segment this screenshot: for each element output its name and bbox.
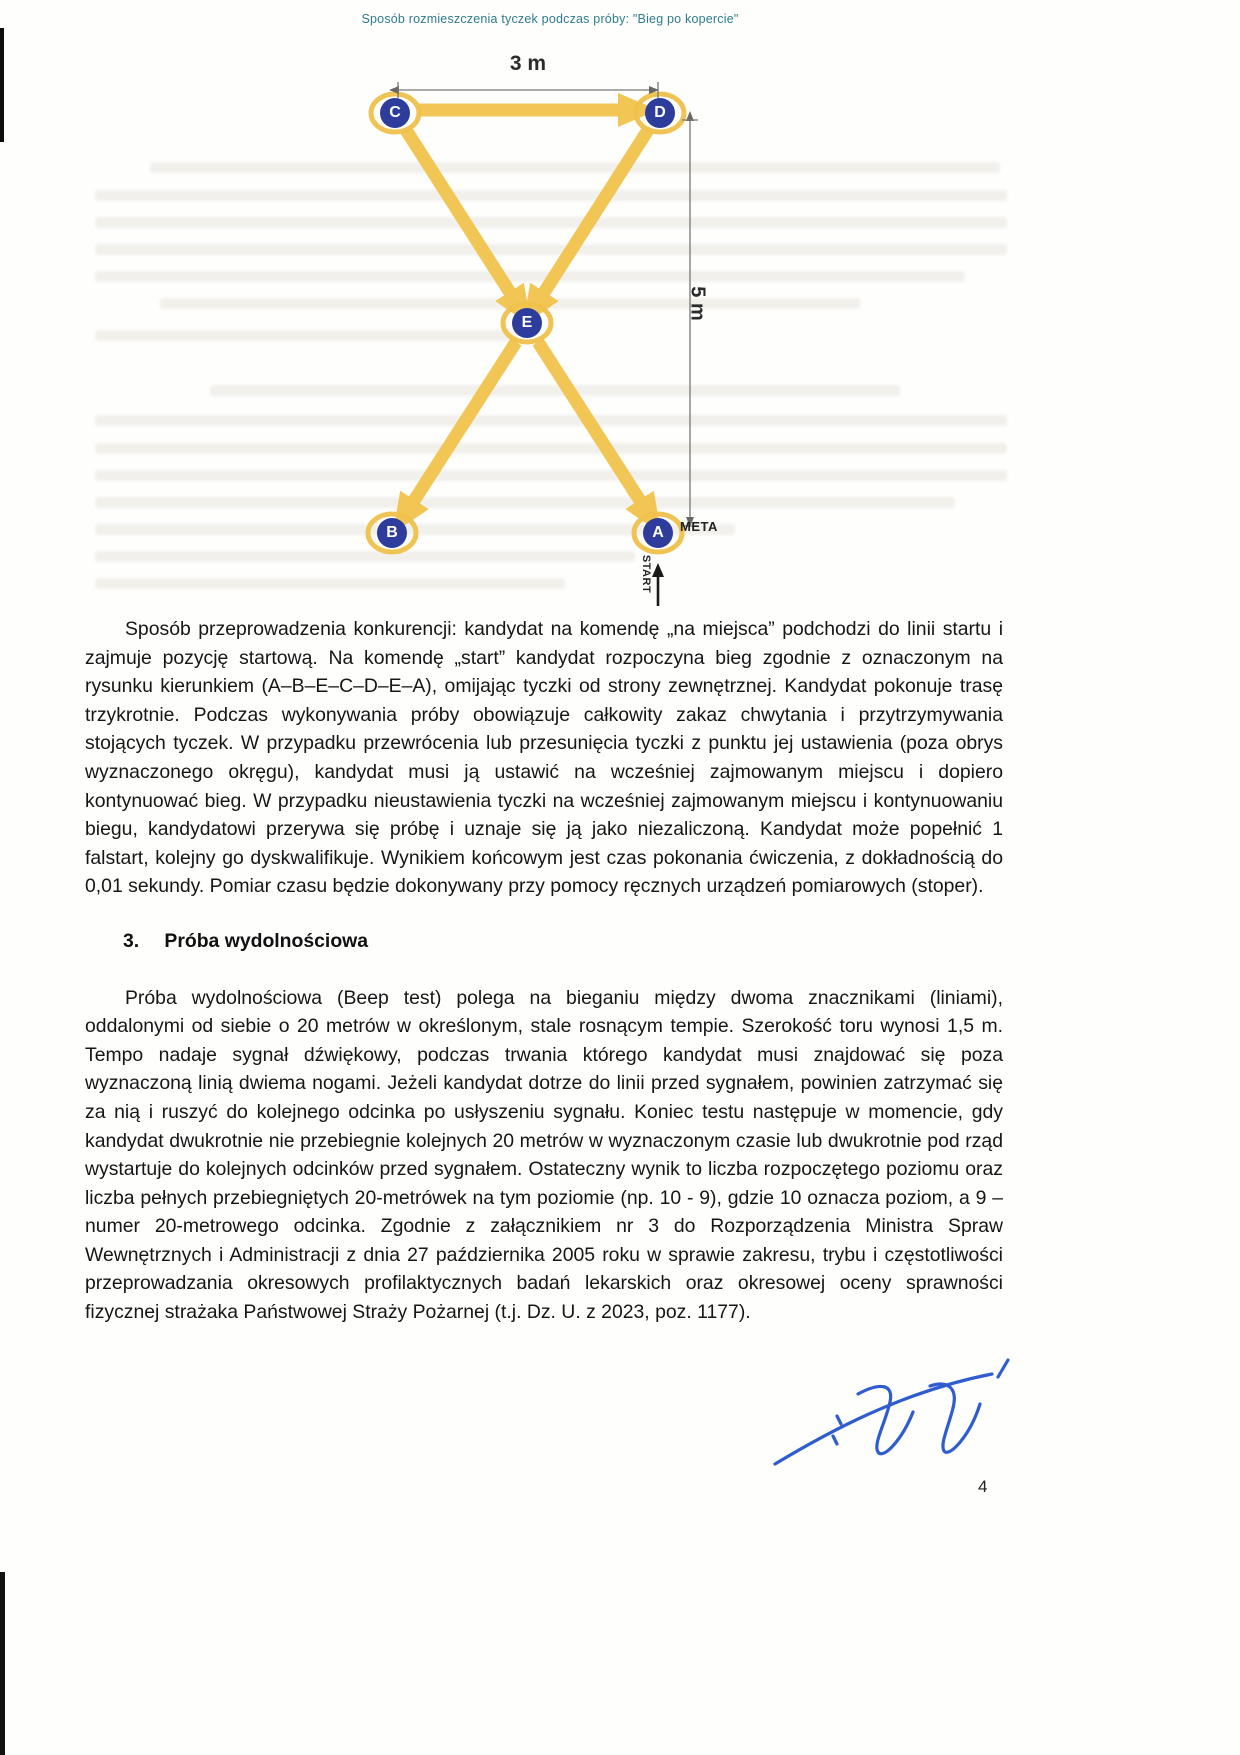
diagram-caption: Sposób rozmieszczenia tyczek podczas próby: "Bieg po kopercie" (361, 12, 739, 26)
section-heading (85, 927, 1003, 956)
start-label: START (640, 554, 652, 594)
pole-marker-a: A (643, 518, 673, 548)
paragraph-beep-test: Próba wydolnościowa (Beep test) polega na bieganiu między dwoma znacznikami (liniami), oddalonymi od siebie o 20 metrów w określonym, stale rosnącym tempie. Szerokość toru wynosi 1,5 m. Tempo nadaje sygnał dźwiękowy, podczas trwania którego kandydat musi znajdować się poza wyznaczoną linią dwiema nogami. Jeżeli kandydat dotrze do linii przed sygnałem, powinien zatrzymać się za nią i ruszyć do kolejnego odcinka po usłyszeniu sygnału. Koniec testu następuje w momencie, gdy kandydat dwukrotnie nie przebiegnie kolejnych 20 metrów w wyznaczonym czasie lub dwukrotnie pod rząd wystartuje do kolejnych odcinków przed sygnałem. Ostateczny wynik to liczba rozpoczętego poziomu oraz liczba pełnych przebiegniętych 20-metrówek na tym poziomie (np. 10 - 9), gdzie 10 oznacza poziom, a 9 – numer 20-metrowego odcinka. Zgodnie z załącznikiem nr 3 do Rozporządzenia Ministra Spraw Wewnętrznych i Administracji z dnia 27 października 2005 roku w sprawie zakresu, trybu i częstotliwości przeprowadzania okresowych profilaktycznych badań lekarskich oraz okresowej oceny sprawności fizycznej strażaka Państwowej Straży Pożarnej (t.j. Dz. U. z 2023, poz. 1177). (85, 986, 1003, 1324)
section-title: Próba wydolnościowa (164, 929, 369, 952)
course-diagram (330, 40, 790, 620)
paragraph-competition-rules: Sposób przeprowadzenia konkurencji: kandydat na komendę „na miejsca” podchodzi do linii startu i zajmuje pozycję startową. Na komendę „start” kandydat rozpoczyna bieg zgodnie z oznaczonym na rysunku kierunkiem (A–B–E–C–D–E–A), omijając tyczki od strony zewnętrznej. Kandydat pokonuje trasę trzykrotnie. Podczas wykonywania próby obowiązuje całkowity zakaz chwytania i przytrzymywania stojących tyczek. W przypadku przewrócenia lub przesunięcia tyczki z punktu jej ustawienia (poza obrys wyznaczonego okręgu), kandydat musi ją ustawić na wcześniej zajmowanym miejscu i dopiero kontynuować bieg. W przypadku nieustawienia tyczki na wcześniej zajmowanym miejscu i kontynuowaniu biegu, kandydatowi przerywa się próbę i uznaje się ją jako niezaliczoną. Kandydat może popełnić 1 falstart, kolejny go dyskwalifikuje. Wynikiem końcowym jest czas pokonania ćwiczenia, z dokładnością do 0,01 sekundy. Pomiar czasu będzie dokonywany przy pomocy ręcznych urządzeń pomiarowych (stoper). (85, 618, 1003, 898)
pole-marker-b: B (377, 518, 407, 548)
section-number: 3. (123, 929, 140, 952)
meta-label: META (680, 519, 718, 534)
scan-edge-artifact-top (0, 28, 4, 142)
width-dimension-label: 3 m (509, 52, 547, 75)
page-number: 4 (978, 1477, 988, 1496)
signature-scribble (730, 1352, 1050, 1482)
pole-marker-c: C (380, 98, 410, 128)
pole-marker-e: E (512, 308, 542, 338)
height-dimension-label: 5 m (686, 286, 709, 321)
scan-edge-artifact-bottom (0, 1572, 5, 1755)
pole-marker-d: D (645, 98, 675, 128)
document-body (85, 615, 1003, 1327)
